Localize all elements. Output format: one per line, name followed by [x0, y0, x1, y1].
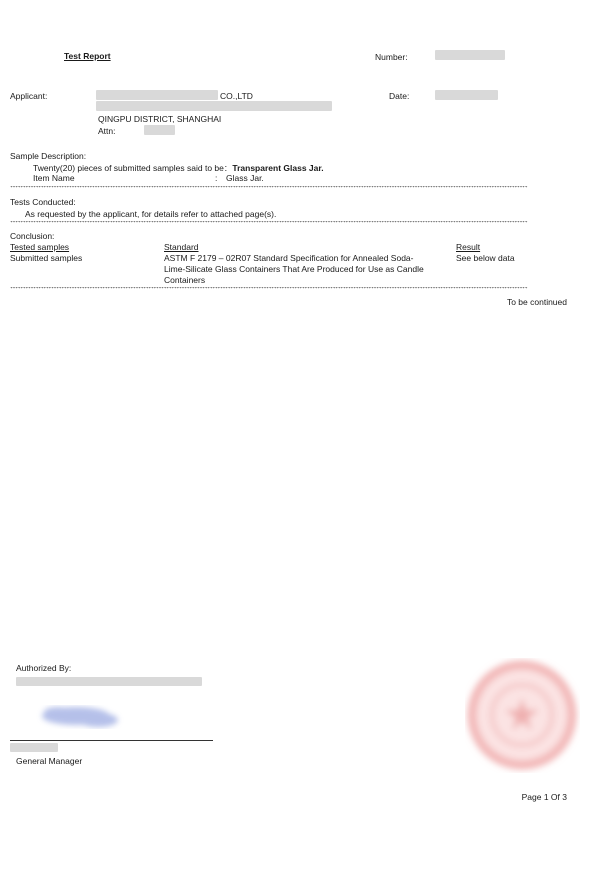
sample-description-value: Transparent Glass Jar. — [232, 163, 324, 173]
to-be-continued: To be continued — [506, 297, 567, 307]
applicant-district: QINGPU DISTRICT, SHANGHAI — [98, 114, 222, 124]
number-label: Number: — [375, 52, 408, 62]
applicant-address-redaction — [96, 101, 332, 111]
general-manager-title: General Manager — [16, 756, 83, 766]
attn-label: Attn: — [98, 126, 116, 136]
date-label: Date: — [389, 91, 410, 101]
conclusion-label: Conclusion: — [10, 231, 55, 241]
signer-name-redaction — [10, 743, 58, 752]
date-redaction — [435, 90, 498, 100]
attn-redaction — [144, 125, 175, 135]
company-seal-stamp — [465, 658, 580, 773]
column-header-standard: Standard — [164, 242, 199, 252]
signature-line — [10, 740, 213, 741]
tests-conducted-label: Tests Conducted: — [10, 197, 76, 207]
sample-description-label: Sample Description: — [10, 151, 87, 161]
authorizer-redaction — [16, 677, 202, 686]
page-number: Page 1 Of 3 — [521, 792, 567, 802]
signature-image — [28, 698, 138, 736]
column-header-result: Result — [456, 242, 481, 252]
item-name-label: Item Name — [33, 173, 75, 183]
item-name-separator: : — [215, 173, 218, 183]
table-row-result: See below data — [456, 253, 515, 263]
applicant-name-redaction — [96, 90, 218, 100]
report-title: Test Report — [64, 51, 111, 61]
table-row-standard: ASTM F 2179 – 02R07 Standard Specification for Annealed Soda-Lime-Silicate Glass Containers That Are Produced for Use as Candle Containers — [164, 253, 424, 285]
separator-line-1: ********************************************************************************************************************************************************************************************************** — [10, 186, 528, 190]
sample-description-text: Twenty(20) pieces of submitted samples said to be： — [33, 163, 233, 173]
applicant-label: Applicant: — [10, 91, 48, 101]
table-row-tested-samples: Submitted samples — [10, 253, 83, 263]
separator-line-3: ********************************************************************************************************************************************************************************************************** — [10, 287, 528, 291]
separator-line-2: ********************************************************************************************************************************************************************************************************** — [10, 221, 528, 225]
tests-conducted-text: As requested by the applicant, for details refer to attached page(s). — [25, 209, 277, 219]
sample-description-line — [33, 162, 324, 174]
item-name-value: Glass Jar. — [226, 173, 264, 183]
column-header-tested-samples: Tested samples — [10, 242, 70, 252]
authorized-by-label: Authorized By: — [16, 663, 72, 673]
number-redaction — [435, 50, 505, 60]
applicant-company-suffix: CO.,LTD — [220, 91, 253, 101]
